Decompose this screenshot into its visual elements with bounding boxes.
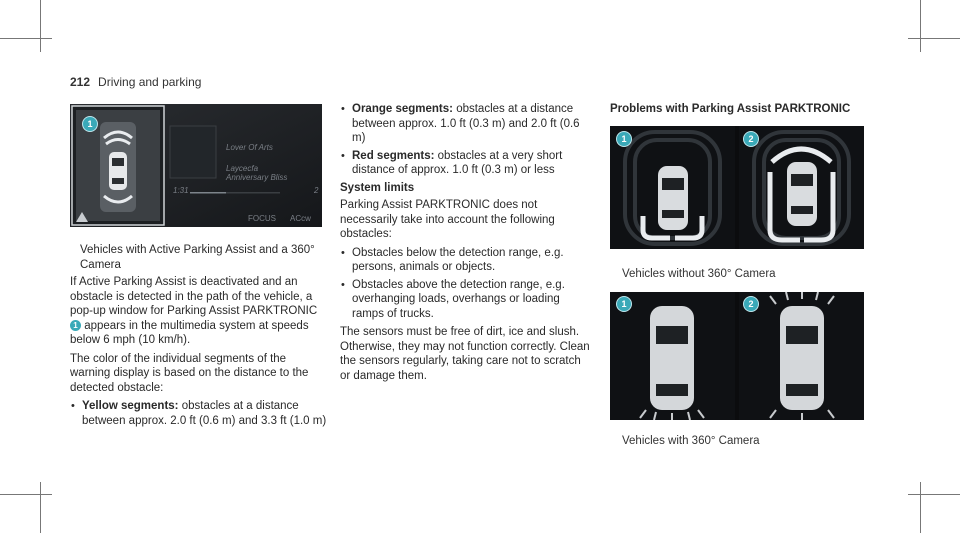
parktronic-graphic-without-camera [610,126,864,249]
red-text: obstacles at a very short distance of approx. 1.0 ft (0.3 m) or less [352,149,563,176]
callout-2-badge: 2 [744,132,758,146]
sensors-text: The sensors must be free of dirt, ice and slush. Otherwise, they may not function correctly. Clean the sensors regularly, taking care not to scratch or damage them. [340,326,590,382]
parktronic-image-without-camera [610,126,864,249]
crop-mark [0,494,52,495]
limit-item: • Obstacles above the detection range, e.g. overhanging loads, overhangs or loading ramps of trucks. [340,278,590,322]
limit-item: • Obstacles below the detection range, e.g. persons, animals or objects. [340,246,590,275]
para1-before: If Active Parking Assist is deactivated and an obstacle is detected in the path of the vehicle, a pop-up window for Parking Assist PARKTRONIC [70,276,318,317]
crop-mark [908,38,960,39]
right-column-heading [610,102,890,117]
acc-label: ACcw [290,214,311,223]
callout-1-badge: 1 [617,297,631,311]
multimedia-screen-image [70,104,322,227]
crop-mark [0,38,52,39]
caption-with-camera: Vehicles with 360° Camera [622,435,760,447]
left-column [80,243,330,278]
crop-mark [920,482,921,533]
media-time-total: 2 [314,186,319,195]
media-album: Anniversary Bliss [226,173,288,182]
red-segments-item [340,149,590,178]
page-header [70,75,201,89]
inline-callout-1: 1 [70,320,81,331]
problems-heading: Problems with Parking Assist PARKTRONIC [610,103,851,115]
orange-segments-item [340,102,590,146]
parktronic-image-with-camera [610,292,864,420]
callout-2-badge: 2 [744,297,758,311]
crop-mark [908,494,960,495]
media-time-elapsed: 1:31 [173,186,189,195]
system-limits-heading: System limits [340,181,415,194]
parktronic-graphic-with-camera [610,292,864,420]
image-caption-line2: Camera [80,258,121,271]
media-artist: Laycecfa [226,164,259,173]
para1-after: appears in the multimedia system at speeds below 6 mph (10 km/h). [70,319,309,346]
orange-text: obstacles at a distance between approx. 1.0 ft (0.3 m) and 2.0 ft (0.6 m) [352,103,580,144]
crop-mark [40,0,41,52]
callout-1-badge: 1 [83,117,97,131]
middle-column [340,102,590,387]
caption-without-camera: Vehicles without 360° Camera [622,268,776,280]
callout-1-badge: 1 [617,132,631,146]
yellow-segments-item [70,399,328,428]
left-column-body [70,275,328,431]
section-title: Driving and parking [98,75,202,89]
crop-mark [920,0,921,52]
para2: The color of the individual segments of the warning display is based on the distance to the detected obstacle: [70,352,309,394]
parking-display-graphic [70,104,322,227]
yellow-text: obstacles at a distance between approx. 2.0 ft (0.6 m) and 3.3 ft (1.0 m) [82,400,327,427]
red-label: Red segments: [352,149,435,162]
crop-mark [40,482,41,533]
media-title: Lover Of Arts [226,143,273,152]
focus-label: FOCUS [248,214,276,223]
yellow-label: Yellow segments: [82,400,179,412]
image-caption-line1: Vehicles with Active Parking Assist and a 360° [80,244,315,256]
page-number: 212 [70,75,91,89]
limits-intro: Parking Assist PARKTRONIC does not necessarily take into account the following obstacles: [340,199,555,240]
orange-label: Orange segments: [352,103,453,115]
